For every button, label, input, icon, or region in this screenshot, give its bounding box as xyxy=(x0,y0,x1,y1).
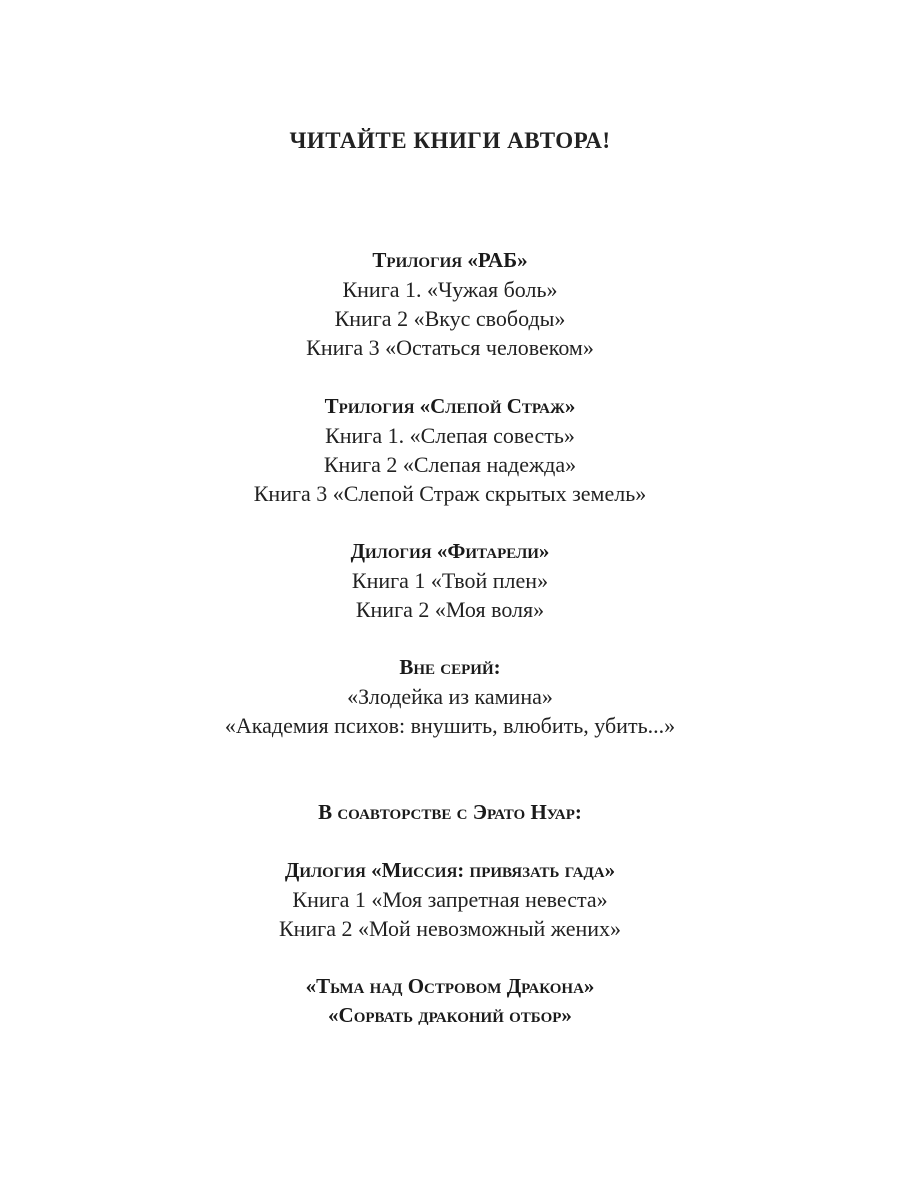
section-heading: Вне серий: xyxy=(399,655,501,679)
book-item: Книга 3 «Остаться человеком» xyxy=(306,335,594,360)
book-item: Книга 1. «Чужая боль» xyxy=(342,277,558,302)
section-heading: Дилогия «Фитарели» xyxy=(350,539,550,563)
book-title-heading: «Сорвать драконий отбор» xyxy=(328,1003,572,1027)
section-rab xyxy=(0,246,900,362)
book-item: Книга 2 «Слепая надежда» xyxy=(323,452,577,477)
section-coauthor-standalone xyxy=(0,972,900,1030)
section-standalone xyxy=(0,653,900,740)
book-item: «Академия психов: внушить, влюбить, убить...» xyxy=(224,713,676,738)
book-item: Книга 3 «Слепой Страж скрытых земель» xyxy=(253,481,647,506)
section-heading: Дилогия «Миссия: привязать гада» xyxy=(284,858,616,882)
section-mission xyxy=(0,856,900,943)
book-item: Книга 1. «Слепая совесть» xyxy=(325,423,575,448)
book-title-heading: «Тьма над Островом Дракона» xyxy=(305,974,595,998)
section-heading: Трилогия «РАБ» xyxy=(372,248,528,272)
section-heading: Трилогия «Слепой Страж» xyxy=(324,394,576,418)
book-item: «Злодейка из камина» xyxy=(347,684,553,709)
book-item: Книга 2 «Моя воля» xyxy=(355,597,545,622)
book-item: Книга 2 «Вкус свободы» xyxy=(334,306,566,331)
coauthor-heading-block xyxy=(0,798,900,827)
section-blind-guard xyxy=(0,392,900,508)
section-fitareli xyxy=(0,537,900,624)
book-item: Книга 1 «Моя запретная невеста» xyxy=(292,887,608,912)
page-title: ЧИТАЙТЕ КНИГИ АВТОРА! xyxy=(289,128,611,153)
book-item: Книга 1 «Твой плен» xyxy=(351,568,549,593)
book-item: Книга 2 «Мой невозможный жених» xyxy=(278,916,622,941)
coauthor-heading: В соавторстве с Эрато Нуар: xyxy=(318,800,582,824)
